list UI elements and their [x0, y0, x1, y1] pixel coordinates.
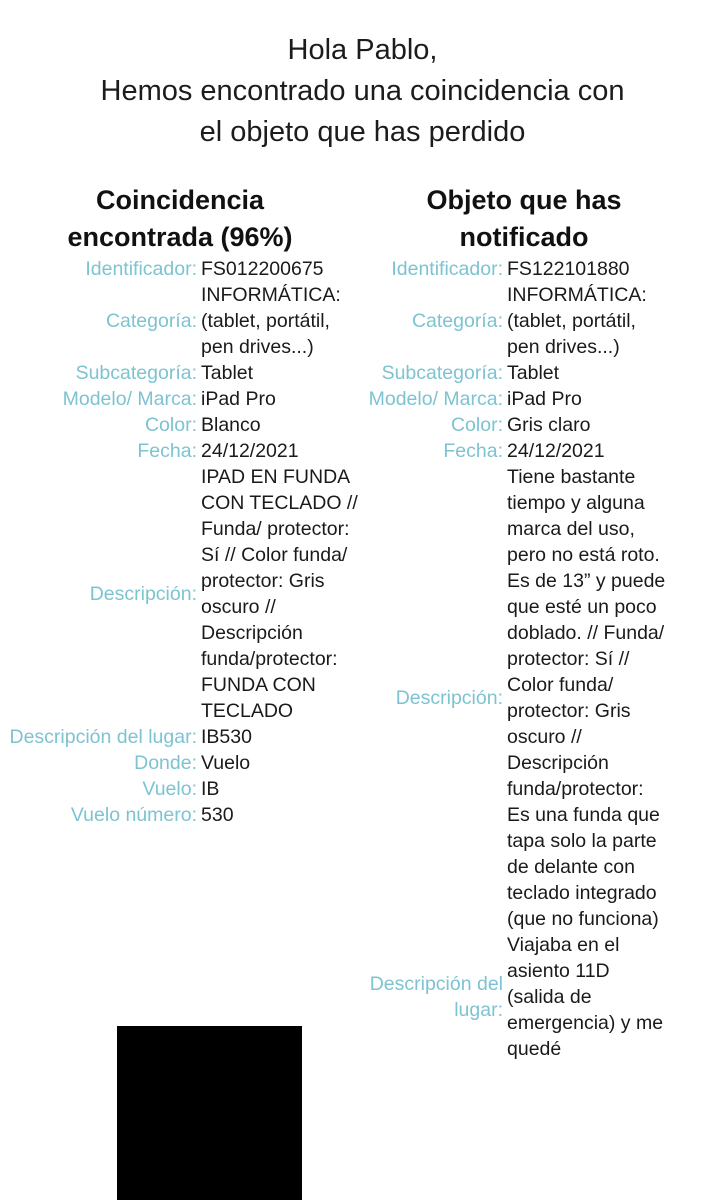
- field-row: [0, 360, 359, 386]
- field-row: [364, 256, 667, 282]
- field-value: FS122101880: [507, 258, 630, 280]
- field-label: Subcategoría:: [75, 362, 197, 384]
- field-value: IB530: [201, 726, 252, 748]
- field-row: [0, 464, 359, 724]
- reported-fields: [364, 256, 667, 1062]
- field-label: Descripción:: [395, 687, 503, 709]
- field-value: IPAD EN FUNDA CON TECLADO // Funda/ protector: Sí // Color funda/ protector: Gris oscuro // Descripción funda/protector: FUNDA CON TECLADO: [201, 466, 358, 722]
- field-row: [364, 464, 667, 932]
- field-row: [364, 360, 667, 386]
- match-title-line-2: encontrada (96%): [67, 222, 293, 252]
- field-label: Subcategoría:: [381, 362, 503, 384]
- field-row: [364, 282, 667, 360]
- field-row: [0, 386, 359, 412]
- field-label: Modelo/ Marca:: [62, 388, 197, 410]
- field-label: Categoría:: [105, 310, 197, 332]
- field-row: [0, 776, 359, 802]
- reported-title: [374, 182, 674, 256]
- greeting-line-2: Hemos encontrado una coincidencia con: [100, 75, 625, 107]
- field-label: Fecha:: [137, 440, 197, 462]
- greeting-line-3: el objeto que has perdido: [199, 116, 526, 148]
- match-fields: [0, 256, 359, 828]
- field-value: 530: [201, 804, 234, 826]
- field-label: Descripción:: [89, 583, 197, 605]
- field-row: [364, 932, 667, 1062]
- field-label: Donde:: [134, 752, 197, 774]
- reported-title-line-1: Objeto que has: [426, 185, 622, 215]
- field-row: [0, 750, 359, 776]
- field-label: Vuelo número:: [70, 804, 197, 826]
- field-value: Vuelo: [201, 752, 251, 774]
- field-value: iPad Pro: [201, 388, 276, 410]
- field-value: INFORMÁTICA: (tablet, portátil, pen drives...): [507, 284, 647, 358]
- field-value: Tablet: [201, 362, 254, 384]
- reported-column: [364, 182, 724, 1062]
- reported-title-line-2: notificado: [459, 222, 589, 252]
- field-value: Blanco: [201, 414, 261, 436]
- field-label: Descripción del lugar:: [9, 726, 197, 748]
- field-label: Modelo/ Marca:: [368, 388, 503, 410]
- field-label: Vuelo:: [142, 778, 197, 800]
- field-value: 24/12/2021: [507, 440, 605, 462]
- match-column: [0, 182, 360, 828]
- greeting: [0, 30, 725, 153]
- field-label: Color:: [144, 414, 197, 436]
- field-value: iPad Pro: [507, 388, 582, 410]
- field-value: 24/12/2021: [201, 440, 299, 462]
- field-label: Fecha:: [443, 440, 503, 462]
- field-value: IB: [201, 778, 220, 800]
- field-label: Descripción del lugar:: [369, 973, 503, 1021]
- field-value: FS012200675: [201, 258, 324, 280]
- redacted-block: [117, 1026, 302, 1200]
- field-row: [364, 412, 667, 438]
- field-value: Gris claro: [507, 414, 591, 436]
- field-value: Viajaba en el asiento 11D (salida de emergencia) y me quedé: [507, 934, 664, 1060]
- field-value: INFORMÁTICA: (tablet, portátil, pen drives...): [201, 284, 341, 358]
- field-row: [0, 282, 359, 360]
- field-row: [364, 386, 667, 412]
- field-value: Tiene bastante tiempo y alguna marca del uso, pero no está roto. Es de 13” y puede que esté un poco doblado. // Funda/ protector: Sí // Color funda/ protector: Gris oscuro // Descripción funda/protector: Es una funda que tapa solo la parte de delante con teclado integrado (que no funciona): [507, 466, 666, 930]
- greeting-line-1: Hola Pablo,: [287, 34, 438, 66]
- field-row: [364, 438, 667, 464]
- field-row: [0, 724, 359, 750]
- field-label: Identificador:: [391, 258, 503, 280]
- field-row: [0, 438, 359, 464]
- field-label: Identificador:: [85, 258, 197, 280]
- match-title: [30, 182, 330, 256]
- field-row: [0, 802, 359, 828]
- field-label: Color:: [450, 414, 503, 436]
- field-row: [0, 412, 359, 438]
- field-label: Categoría:: [411, 310, 503, 332]
- match-title-line-1: Coincidencia: [95, 185, 265, 215]
- field-row: [0, 256, 359, 282]
- field-value: Tablet: [507, 362, 560, 384]
